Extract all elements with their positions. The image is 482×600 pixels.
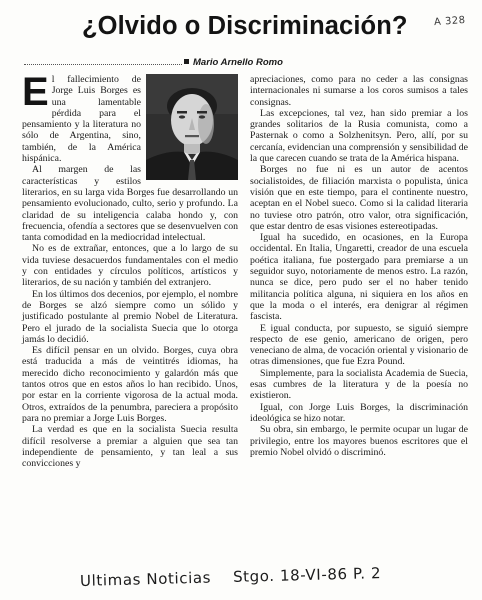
article-column-right — [250, 74, 468, 458]
article-column-left — [22, 70, 238, 470]
article-paragraph: Simplemente, para la socialista Academia de Suecia, esas cumbres de la literatura y de la poesía no existieron. — [250, 367, 468, 402]
article-paragraph: E igual conducta, por supuesto, se siguió siempre respecto de ese genio, americano de origen, pero veneciano de alma, de vocación oriental y visionario de otras dimensiones, que fue Ezra Pound. — [250, 322, 468, 368]
byline-square-icon — [184, 59, 189, 64]
headline: ¿Olvido o Discriminación? — [82, 12, 408, 40]
dropcap-letter: E — [22, 70, 49, 114]
handwritten-source-note — [80, 564, 382, 590]
author-portrait-photo — [146, 74, 238, 180]
handwritten-date: Stgo. 18-VI-86 P. 2 — [232, 564, 382, 586]
article-paragraph: Al margen de las características y estilos literarios, en su larga vida Borges fue desarrollando un pensamiento evolucionado, culto, serio y profundo. La claridad de su inteligencia calaba hondo y, con frecuencia, ofendía a sectores que se desenvuelven con tanta comodidad en la mediocridad intelectual. — [22, 164, 238, 244]
byline-author: Mario Arnello Romo — [193, 57, 283, 68]
byline — [184, 57, 283, 68]
article-paragraph: La verdad es que en la socialista Suecia resulta difícil resolverse a premiar a alguien que sea tan independiente de pensamiento, y tan leal a sus convicciones y — [22, 424, 238, 470]
article-paragraph: Igual ha sucedido, en ocasiones, en la Europa occidental. En Italia, Ungaretti, creador de una escuela poética italiana, fue postergado para premiarse a un seguidor suyo, notoriamente de menos estro. La razón, nunca se dice, pero pudo ser el no haber tenido militancia política alguna, ni siquiera en los años en que la moda o el interés, era denigrar al régimen fascista. — [250, 232, 468, 323]
article-paragraph: Las excepciones, tal vez, han sido premiar a los grandes solitarios de la Rusia comunista, como a Pasternak o como a Solzhenitsyn. Pero, allí, por su cercanía, evidencian una comprensión y sensibilidad de la que carecen cuando se trata de la América hispana. — [250, 107, 468, 165]
handwritten-reference-note: A 328 — [434, 14, 467, 29]
article-paragraph: apreciaciones, como para no ceder a las consignas internacionales ni sumarse a los coros sumisos a tales consignas. — [250, 74, 468, 108]
article-paragraph: Borges no fue ni es un autor de acentos socialistoides, de filiación marxista o populista, única visión que en este tiempo, para el continente nuestro, aceptan en el Nobel sueco. Como si la calidad literaria no tuviese otro patrón, otro valor, otra significación, que estar dentro de esas visiones estereotipadas. — [250, 164, 468, 232]
article-paragraph: El fallecimiento de Jorge Luis Borges es una lamentable pérdida para el pensamiento y la literatura no sólo de Argentina, sino, también, de la América hispánica. — [22, 70, 141, 165]
portrait-photo-icon — [146, 74, 238, 180]
article-paragraph: No es de extrañar, entonces, que a lo largo de su vida tuviese desacuerdos fundamentales con el medio y con entidades y círculos políticos, artísticos y literarios, de su nación y también del extranjero. — [22, 243, 238, 289]
article-paragraph: Es difícil pensar en un olvido. Borges, cuya obra está traducida a más de veintitrés idiomas, ha merecido dicho reconocimiento y galardón más que tantos otros que en estos años lo han recibido. Unos, por estar en la corriente vigorosa de la actual moda. Otros, extraídos de la penumbra, pareciera a propósito para no premiar a Jorge Luis Borges. — [22, 345, 238, 424]
handwritten-source-name: Ultimas Noticias — [79, 568, 212, 590]
article-paragraph: Su obra, sin embargo, le permite ocupar un lugar de privilegio, entre los mayores buenos escritores que el premio Nobel olvidó o discriminó. — [250, 424, 468, 458]
byline-dotted-rule — [24, 64, 182, 65]
article-paragraph: En los últimos dos decenios, por ejemplo, el nombre de Borges se alzó siempre como un sólido y justificado postulante al premio Nobel de Literatura. Pero el jurado de la socialista Suecia que lo otorga jamás lo decidió. — [22, 288, 238, 345]
article-paragraph: Igual, con Jorge Luis Borges, la discriminación ideológica se hizo notar. — [250, 401, 468, 424]
